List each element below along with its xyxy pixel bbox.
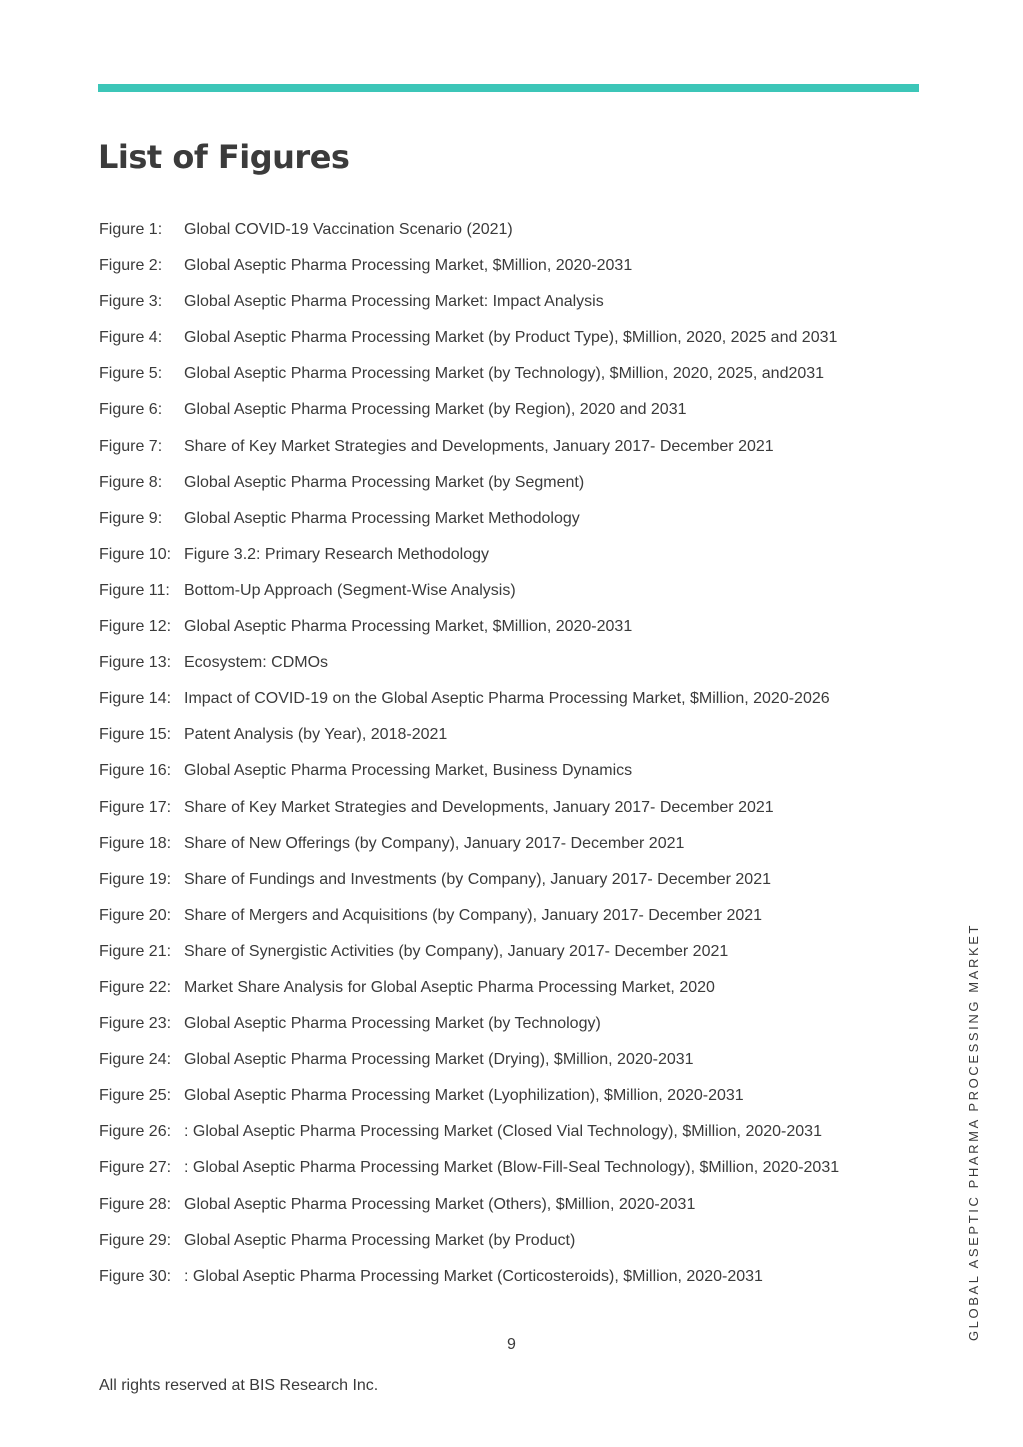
figure-list-item[interactable] — [99, 1265, 939, 1301]
figure-list-item[interactable] — [99, 398, 939, 434]
figure-caption: Global Aseptic Pharma Processing Market (by Segment) — [184, 473, 585, 491]
figure-caption: Impact of COVID-19 on the Global Aseptic Pharma Processing Market, $Million, 2020-2026 — [184, 690, 830, 708]
figure-list-item[interactable] — [99, 362, 939, 398]
figure-list-item[interactable] — [99, 579, 939, 615]
footer-copyright: All rights reserved at BIS Research Inc. — [99, 1377, 379, 1394]
figure-number: Figure 21: — [99, 942, 172, 960]
figure-number: Figure 29: — [99, 1231, 172, 1249]
figure-number: Figure 3: — [99, 293, 163, 311]
figure-list-item[interactable] — [99, 543, 939, 579]
figure-list-item[interactable] — [99, 1193, 939, 1229]
header-accent-rule — [98, 84, 919, 92]
figure-caption: Share of Key Market Strategies and Developments, January 2017- December 2021 — [184, 437, 774, 455]
figure-list-item[interactable] — [99, 796, 939, 832]
figure-list-item[interactable] — [99, 687, 939, 723]
figure-caption: Global COVID-19 Vaccination Scenario (2021) — [184, 221, 513, 238]
figure-number: Figure 19: — [99, 870, 172, 888]
figure-number: Figure 15: — [99, 726, 172, 744]
figure-list-item[interactable] — [99, 1012, 939, 1048]
figure-caption: Global Aseptic Pharma Processing Market (Others), $Million, 2020-2031 — [184, 1195, 696, 1213]
figure-caption: Share of Key Market Strategies and Developments, January 2017- December 2021 — [184, 798, 774, 816]
figure-list-item[interactable] — [99, 1084, 939, 1120]
figure-number: Figure 14: — [99, 690, 172, 708]
figure-list-item[interactable] — [99, 904, 939, 940]
figure-number: Figure 20: — [99, 906, 172, 924]
figure-list-item[interactable] — [99, 435, 939, 471]
figure-list-item[interactable] — [99, 832, 939, 868]
figure-caption: Figure 3.2: Primary Research Methodology — [184, 545, 490, 563]
figure-caption: : Global Aseptic Pharma Processing Market (Closed Vial Technology), $Million, 2020-2031 — [184, 1123, 822, 1141]
figure-caption: Global Aseptic Pharma Processing Market (by Technology), $Million, 2020, 2025, and2031 — [184, 365, 825, 383]
page-title: List of Figures — [98, 138, 350, 176]
figure-list-item[interactable] — [99, 290, 939, 326]
figure-number: Figure 23: — [99, 1015, 172, 1033]
figure-number: Figure 8: — [99, 473, 163, 491]
figure-number: Figure 24: — [99, 1051, 172, 1069]
figure-list-item[interactable] — [99, 868, 939, 904]
figure-list-item[interactable] — [99, 1229, 939, 1265]
side-report-label: GLOBAL ASEPTIC PHARMA PROCESSING MARKET — [966, 922, 981, 1342]
figure-caption: Global Aseptic Pharma Processing Market (by Product Type), $Million, 2020, 2025 and 2031 — [184, 329, 838, 347]
figure-caption: Global Aseptic Pharma Processing Market: Impact Analysis — [184, 293, 604, 311]
figure-list-item[interactable] — [99, 507, 939, 543]
figure-caption: Global Aseptic Pharma Processing Market, $Million, 2020-2031 — [184, 618, 633, 636]
figure-number: Figure 9: — [99, 509, 163, 527]
figure-number: Figure 17: — [99, 798, 172, 816]
figure-list-item[interactable] — [99, 254, 939, 290]
figure-caption: Share of Synergistic Activities (by Company), January 2017- December 2021 — [184, 942, 729, 960]
figure-list-item[interactable] — [99, 218, 939, 254]
figure-caption: Share of New Offerings (by Company), January 2017- December 2021 — [184, 834, 685, 852]
figure-number: Figure 4: — [99, 329, 163, 347]
figure-number: Figure 30: — [99, 1267, 172, 1285]
figure-caption: Patent Analysis (by Year), 2018-2021 — [184, 726, 448, 744]
figure-number: Figure 13: — [99, 654, 172, 672]
figure-caption: Global Aseptic Pharma Processing Market (Drying), $Million, 2020-2031 — [184, 1051, 694, 1069]
figure-caption: Ecosystem: CDMOs — [184, 654, 329, 672]
figure-list-item[interactable] — [99, 1120, 939, 1156]
page-number: 9 — [507, 1336, 516, 1353]
figure-caption: Market Share Analysis for Global Aseptic Pharma Processing Market, 2020 — [184, 978, 715, 996]
figure-list-item[interactable] — [99, 651, 939, 687]
figure-caption: Global Aseptic Pharma Processing Market, Business Dynamics — [184, 762, 633, 780]
figure-number: Figure 27: — [99, 1159, 172, 1177]
figure-list-item[interactable] — [99, 471, 939, 507]
figure-number: Figure 12: — [99, 618, 172, 636]
figure-list-item[interactable] — [99, 976, 939, 1012]
figure-number: Figure 25: — [99, 1087, 172, 1105]
figure-list-item[interactable] — [99, 940, 939, 976]
figure-caption: Bottom-Up Approach (Segment-Wise Analysis) — [184, 581, 516, 599]
figure-list-item[interactable] — [99, 1048, 939, 1084]
figure-number: Figure 6: — [99, 401, 163, 419]
figure-caption: : Global Aseptic Pharma Processing Market (Blow-Fill-Seal Technology), $Million, 2020-2031 — [184, 1159, 840, 1177]
figure-number: Figure 26: — [99, 1123, 172, 1141]
figure-number: Figure 18: — [99, 834, 172, 852]
figure-number: Figure 2: — [99, 257, 163, 275]
figure-caption: Global Aseptic Pharma Processing Market (by Technology) — [184, 1015, 601, 1033]
figure-number: Figure 5: — [99, 365, 163, 383]
figure-caption: Global Aseptic Pharma Processing Market, $Million, 2020-2031 — [184, 257, 633, 275]
figure-list-item[interactable] — [99, 1156, 939, 1192]
figure-list-item[interactable] — [99, 759, 939, 795]
figure-list-item[interactable] — [99, 326, 939, 362]
figure-number: Figure 1: — [99, 221, 163, 238]
figure-caption: Share of Fundings and Investments (by Company), January 2017- December 2021 — [184, 870, 771, 888]
figure-caption: Global Aseptic Pharma Processing Market (Lyophilization), $Million, 2020-2031 — [184, 1087, 744, 1105]
figure-list — [99, 218, 939, 1301]
figure-caption: Global Aseptic Pharma Processing Market (by Product) — [184, 1231, 576, 1249]
figure-number: Figure 11: — [99, 581, 170, 599]
figure-list-item[interactable] — [99, 615, 939, 651]
figure-number: Figure 28: — [99, 1195, 172, 1213]
figure-number: Figure 22: — [99, 978, 172, 996]
figure-caption: Share of Mergers and Acquisitions (by Company), January 2017- December 2021 — [184, 906, 763, 924]
figure-caption: Global Aseptic Pharma Processing Market (by Region), 2020 and 2031 — [184, 401, 687, 419]
figure-number: Figure 10: — [99, 545, 172, 563]
figure-caption: Global Aseptic Pharma Processing Market Methodology — [184, 509, 580, 527]
figure-number: Figure 7: — [99, 437, 163, 455]
figure-caption: : Global Aseptic Pharma Processing Market (Corticosteroids), $Million, 2020-2031 — [184, 1267, 763, 1285]
figure-number: Figure 16: — [99, 762, 172, 780]
figure-list-item[interactable] — [99, 723, 939, 759]
